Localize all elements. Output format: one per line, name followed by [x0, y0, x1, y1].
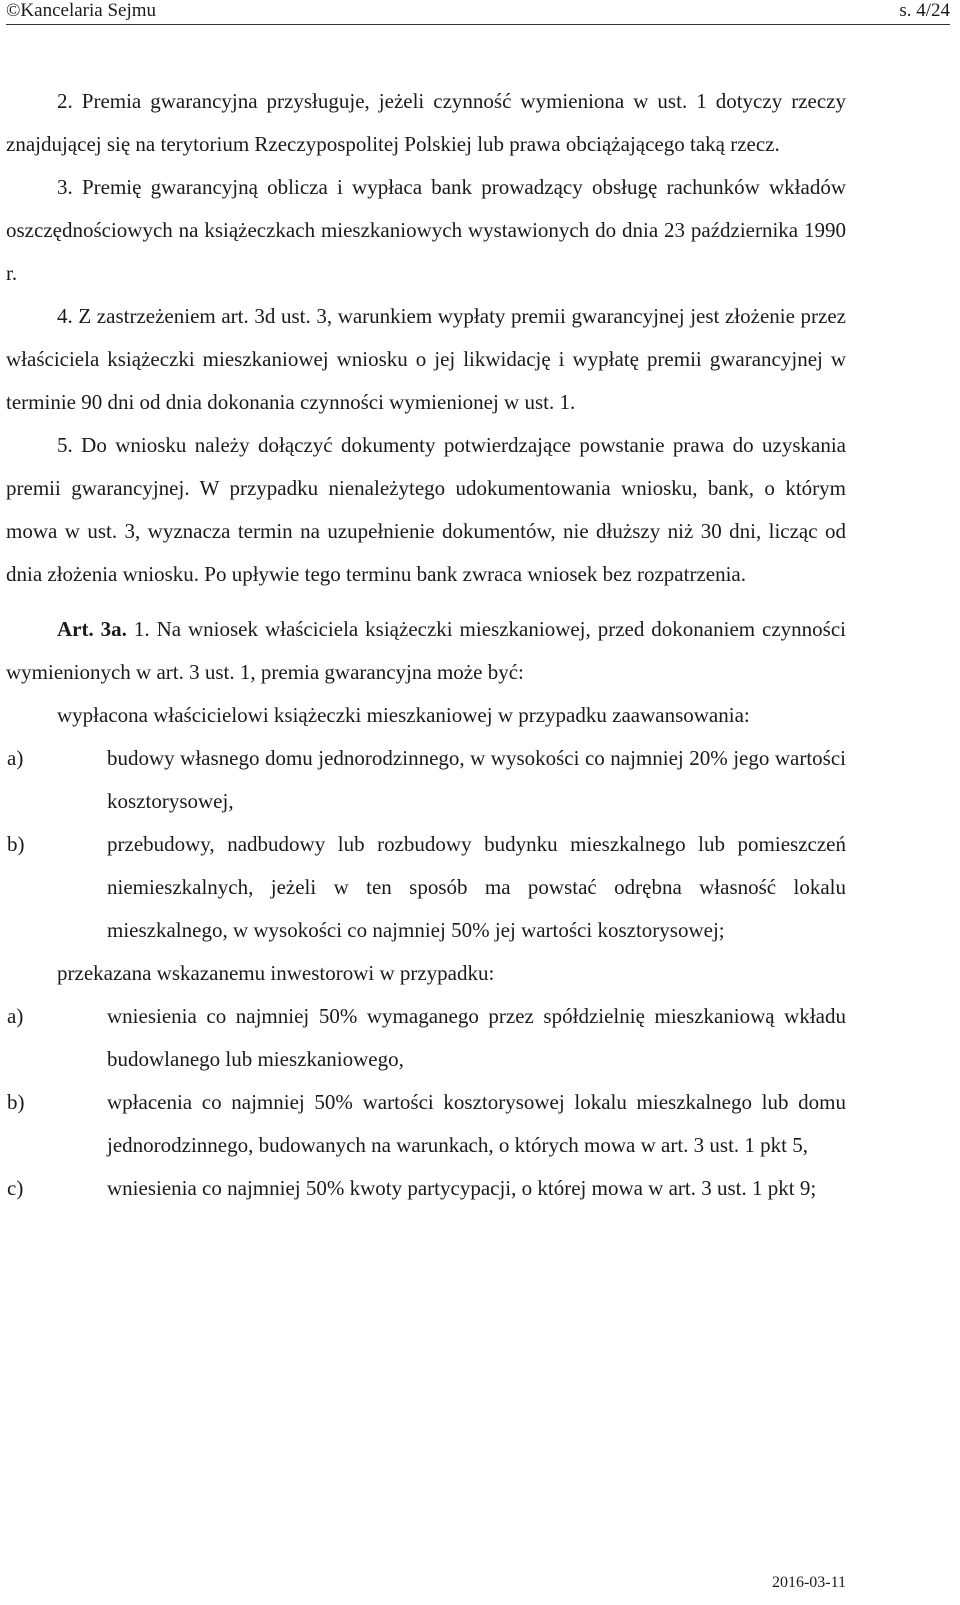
- paragraph-4: 4. Z zastrzeżeniem art. 3d ust. 3, warunkiem wypłaty premii gwarancyjnej jest złożenie przez właściciela książeczki mieszkaniowej wniosku o jej likwidację i wypłatę premii gwarancyjnej w terminie 90 dni od dnia dokonania czynności wymienionej w ust. 1.: [6, 304, 846, 414]
- sub-item-2c: [7, 1167, 846, 1210]
- sub-item-text: wpłacenia co najmniej 50% wartości kosztorysowej lokalu mieszkalnego lub domu jednorodzinnego, budowanych na warunkach, o których mowa w art. 3 ust. 1 pkt 5,: [107, 1090, 846, 1157]
- article-heading: Art. 3a.: [57, 617, 127, 641]
- sub-item-2a: [7, 995, 846, 1081]
- paragraph-5: 5. Do wniosku należy dołączyć dokumenty potwierdzające powstanie prawa do uzyskania premii gwarancyjnej. W przypadku nienależytego udokumentowania wniosku, bank, o którym mowa w ust. 3, wyznacza termin na uzupełnienie dokumentów, nie dłuższy niż 30 dni, licząc od dnia złożenia wniosku. Po upływie tego terminu bank zwraca wniosek bez rozpatrzenia.: [6, 433, 846, 586]
- sub-item-2b: [7, 1081, 846, 1167]
- page-footer-date: 2016-03-11: [771, 1574, 846, 1591]
- page-number: s. 4/24: [899, 0, 950, 21]
- sub-item-label: c): [7, 1176, 24, 1200]
- sub-item-text: wniesienia co najmniej 50% kwoty partycypacji, o której mowa w art. 3 ust. 1 pkt 9;: [107, 1176, 817, 1200]
- sub-item-1a: [7, 737, 846, 823]
- section-spacer: [6, 596, 846, 608]
- article-3a: [6, 608, 846, 694]
- sub-item-label: b): [7, 1090, 25, 1114]
- article-intro: 1. Na wniosek właściciela książeczki mieszkaniowej, przed dokonaniem czynności wymienionych w art. 3 ust. 1, premia gwarancyjna może być:: [6, 617, 847, 684]
- document-body: [6, 80, 846, 1210]
- paragraph-2: 2. Premia gwarancyjna przysługuje, jeżeli czynność wymieniona w ust. 1 dotyczy rzeczy znajdującej się na terytorium Rzeczypospolitej Polskiej lub prawa obciążającego taką rzecz.: [6, 89, 846, 156]
- sub-item-label: a): [7, 746, 24, 770]
- sub-item-1b: [7, 823, 846, 952]
- copyright-label: ©Kancelaria Sejmu: [6, 0, 157, 21]
- list-item-text: przekazana wskazanemu inwestorowi w przypadku:: [57, 961, 495, 985]
- list-item-text: wypłacona właścicielowi książeczki mieszkaniowej w przypadku zaawansowania:: [57, 703, 750, 727]
- sub-item-text: budowy własnego domu jednorodzinnego, w wysokości co najmniej 20% jego wartości kosztorysowej,: [107, 746, 846, 813]
- list-item-1: [6, 694, 846, 737]
- sub-item-label: b): [7, 832, 25, 856]
- page-header: [6, 0, 950, 25]
- sub-item-text: wniesienia co najmniej 50% wymaganego przez spółdzielnię mieszkaniową wkładu budowlanego lub mieszkaniowego,: [107, 1004, 846, 1071]
- sub-item-label: a): [7, 1004, 24, 1028]
- list-item-2: [6, 952, 846, 995]
- sub-item-text: przebudowy, nadbudowy lub rozbudowy budynku mieszkalnego lub pomieszczeń niemieszkalnych, jeżeli w ten sposób ma powstać odrębna własność lokalu mieszkalnego, w wysokości co najmniej 50% jej wartości kosztorysowej;: [107, 832, 846, 942]
- paragraph-3: 3. Premię gwarancyjną oblicza i wypłaca bank prowadzący obsługę rachunków wkładów oszczędnościowych na książeczkach mieszkaniowych wystawionych do dnia 23 października 1990 r.: [6, 175, 846, 285]
